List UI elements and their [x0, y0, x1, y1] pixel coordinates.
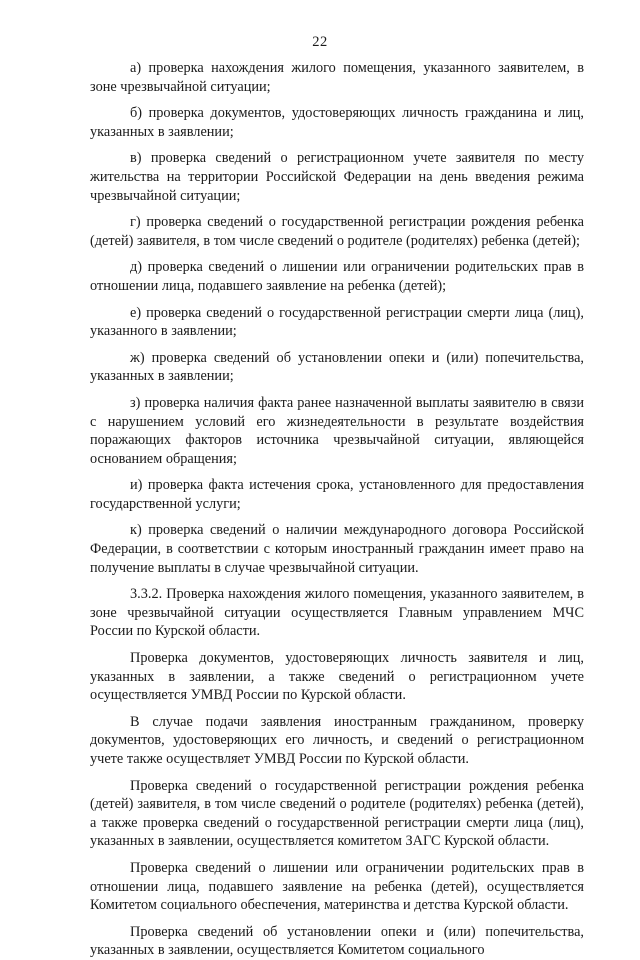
paragraph-foreign-citizen: В случае подачи заявления иностранным гражданином, проверку документов, удостоверяющих его личность, и сведений о регистрационном учете также осуществляет УМВД России по Курской области. — [90, 713, 584, 767]
paragraph-item-e: е) проверка сведений о государственной регистрации смерти лица (лиц), указанного в заявлении; — [90, 304, 584, 340]
paragraph-parental-rights: Проверка сведений о лишении или ограничении родительских прав в отношении лица, подавшего заявление на ребенка (детей), осуществляется Комитетом социального обеспечения, материнства и детства Курской области. — [90, 859, 584, 914]
paragraph-section-3-3-2: 3.3.2. Проверка нахождения жилого помещения, указанного заявителем, в зоне чрезвычайной ситуации осуществляется Главным управлением МЧС России по Курской области. — [90, 586, 584, 640]
paragraph-zags-check: Проверка сведений о государственной регистрации рождения ребенка (детей) заявителя, в том числе сведений о родителе (родителях) ребенка (детей), а также проверка сведений о государственной регистрации смерти лица (лиц), указанных в заявлении, осуществляется комитетом ЗАГС Курской области. — [90, 777, 584, 850]
paragraph-item-a: а) проверка нахождения жилого помещения, указанного заявителем, в зоне чрезвычайной ситуации; — [90, 60, 584, 95]
paragraph-item-v: в) проверка сведений о регистрационном учете заявителя по месту жительства на территории Российской Федерации на день введения режима чрезвычайной ситуации; — [90, 150, 584, 204]
paragraph-item-i: и) проверка факта истечения срока, установленного для предоставления государственной услуги; — [90, 477, 584, 512]
paragraph-item-k: к) проверка сведений о наличии международного договора Российской Федерации, в соответствии с которым иностранный гражданин имеет право на получение выплаты в случае чрезвычайной ситуации. — [90, 522, 584, 576]
paragraph-identity-check: Проверка документов, удостоверяющих личность заявителя и лиц, указанных в заявлении, а также сведений о регистрационном учете осуществляется УМВД России по Курской области. — [90, 650, 584, 704]
page-number: 22 — [312, 34, 328, 50]
paragraph-guardianship: Проверка сведений об установлении опеки и (или) попечительства, указанных в заявлении, осуществляется Комитетом социального — [90, 923, 584, 959]
paragraph-item-b: б) проверка документов, удостоверяющих личность гражданина и лиц, указанных в заявлении; — [90, 105, 584, 140]
paragraph-item-z: з) проверка наличия факта ранее назначенной выплаты заявителю в связи с нарушением условий его жизнедеятельности в результате воздействия поражающих факторов источника чрезвычайной ситуации, являющейся основанием обращения; — [90, 394, 584, 467]
paragraph-item-g: г) проверка сведений о государственной регистрации рождения ребенка (детей) заявителя, в том числе сведений о родителе (родителях) ребенка (детей); — [90, 214, 584, 249]
document-body — [90, 59, 584, 960]
paragraph-item-zh: ж) проверка сведений об установлении опеки и (или) попечительства, указанных в заявлении; — [90, 349, 584, 385]
paragraph-item-d: д) проверка сведений о лишении или ограничении родительских прав в отношении лица, подавшего заявление на ребенка (детей); — [90, 259, 584, 294]
